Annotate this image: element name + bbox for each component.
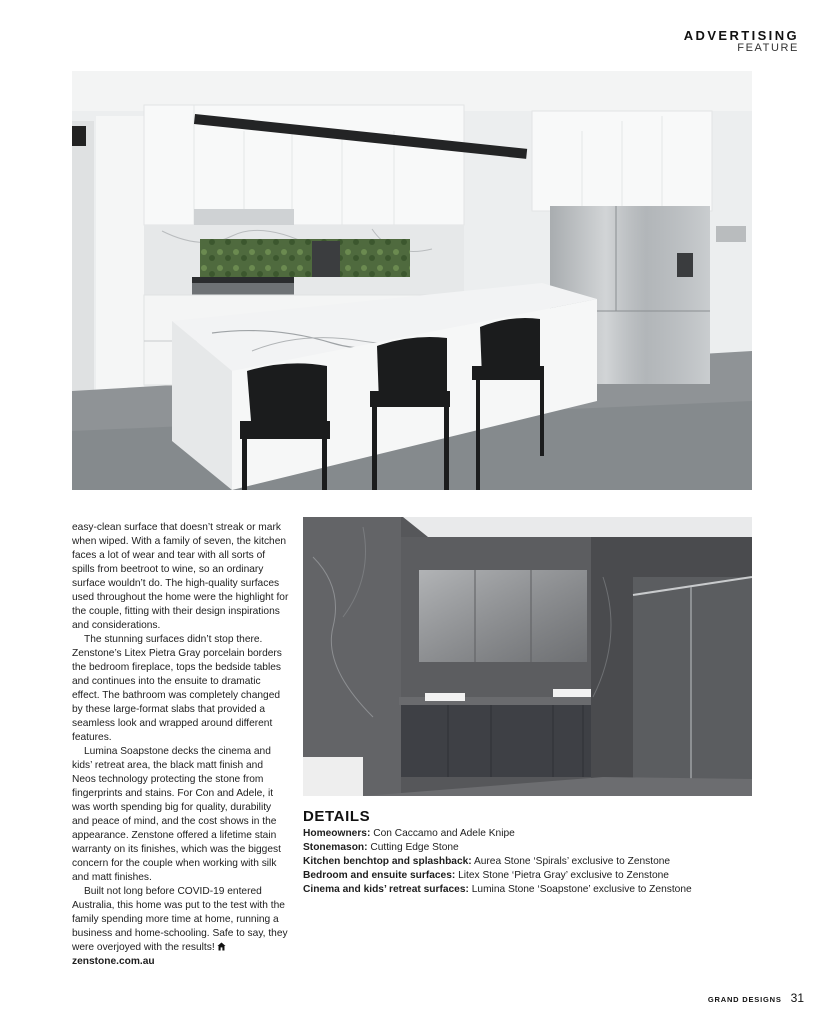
detail-row-cinema: [303, 883, 752, 897]
details-box: [303, 808, 752, 897]
paragraph-2: The stunning surfaces didn’t stop there. Zenstone’s Litex Pietra Gray porcelain borders the bedroom fireplace, tops the bedside tables and continues into the ensuite to dramatic effect. The bathroom was completely changed by these large-format slabs that provided a seamless look and wrapped around different features.: [72, 634, 282, 743]
detail-value: Cutting Edge Stone: [367, 842, 459, 853]
detail-value: Lumina Stone ‘Soapstone’ exclusive to Zenstone: [468, 884, 692, 895]
page-number: 31: [790, 991, 804, 1005]
house-icon: [217, 942, 226, 951]
bathroom-photo: [303, 517, 752, 796]
kitchen-photo: [72, 71, 752, 490]
magazine-name: GRAND DESIGNS: [707, 995, 782, 1004]
paragraph-4: Built not long before COVID-19 entered Australia, this home was put to the test with the family spending more time at home, running a business and home-schooling. Safe to say, they were overjoyed with the results!: [72, 886, 288, 953]
detail-value: Litex Stone ‘Pietra Gray’ exclusive to Zenstone: [455, 870, 669, 881]
detail-row-bedroom-ensuite: [303, 869, 752, 883]
paragraph-3: Lumina Soapstone decks the cinema and kids’ retreat area, the black matt finish and Neos technology protecting the stone from fingerprints and stains. For Con and Adele, it was worth spending big for quality, durability and peace of mind, and the cost shows in the appearance. Zenstone offered a lifetime stain warranty on its finishes, which was the biggest concern for the couple when working with silk and matt finishes.: [72, 746, 281, 883]
header-line-2: FEATURE: [737, 42, 799, 54]
detail-label: Homeowners:: [303, 828, 371, 839]
detail-row-kitchen: [303, 855, 752, 869]
details-title: DETAILS: [303, 808, 371, 825]
detail-label: Kitchen benchtop and splashback:: [303, 856, 472, 867]
detail-label: Stonemason:: [303, 842, 368, 853]
detail-row-stonemason: [303, 841, 752, 855]
page-footer: [708, 991, 804, 1005]
detail-label: Bedroom and ensuite surfaces:: [303, 870, 456, 881]
website-link[interactable]: zenstone.com.au: [72, 956, 155, 967]
detail-value: Con Caccamo and Adele Knipe: [370, 828, 515, 839]
paragraph-1: easy-clean surface that doesn’t streak or mark when wiped. With a family of seven, the kitchen faces a lot of wear and tear with all sorts of spills from beetroot to wine, so an ordinary surface wouldn’t do. The high-quality surfaces used throughout the home were the highlight for the couple, fitting with their design inspirations and considerations.: [72, 522, 289, 631]
article-body: [72, 521, 289, 969]
detail-value: Aurea Stone ‘Spirals’ exclusive to Zenstone: [471, 856, 671, 867]
detail-label: Cinema and kids’ retreat surfaces:: [303, 884, 469, 895]
header-line-1: ADVERTISING: [683, 28, 799, 43]
detail-row-homeowners: [303, 827, 752, 841]
advertising-feature-header: [684, 28, 799, 54]
